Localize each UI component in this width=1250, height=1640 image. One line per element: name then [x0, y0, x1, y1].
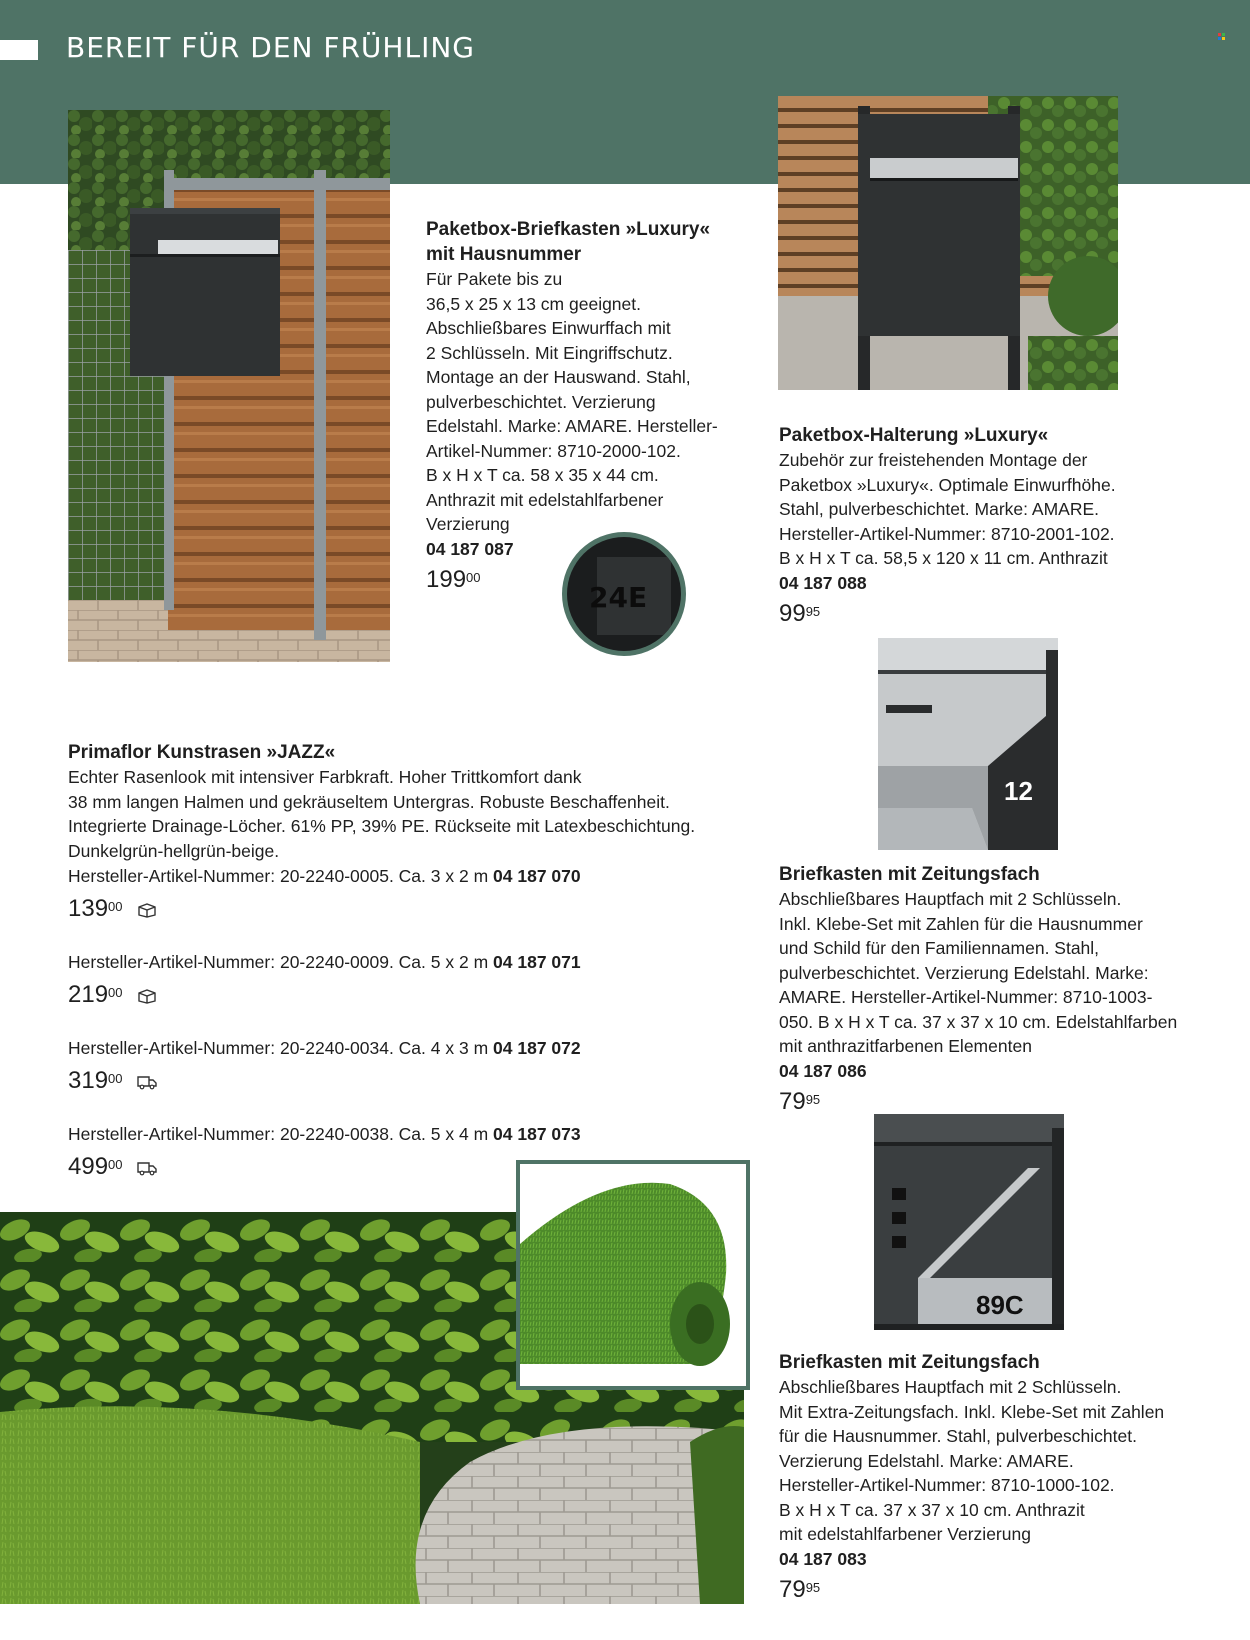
price: $99^{95}$: [779, 600, 821, 627]
article-number: 04 187 072: [493, 1038, 581, 1058]
description-line: und Schild für den Familiennamen. Stahl,: [779, 938, 1100, 958]
paketbox-photo: [68, 110, 390, 662]
price: $319^{00}$: [68, 1066, 581, 1096]
description-line: B x H x T ca. 37 x 37 x 10 cm. Anthrazit: [779, 1499, 1085, 1520]
product-title: Briefkasten mit Zeitungsfach: [779, 1352, 1040, 1373]
description-line: Verzierung Edelstahl. Marke: AMARE.: [779, 1450, 1074, 1471]
description-line: Stahl, pulverbeschichtet. Marke: AMARE.: [779, 499, 1099, 519]
variant-row: Hersteller-Artikel-Nummer: 20-2240-0038. Ca. 5 x 4 m 04 187 073 $499^{00}$: [68, 1124, 581, 1180]
briefkasten2-description: [779, 1350, 1209, 1605]
article-number: 04 187 073: [493, 1124, 581, 1144]
briefkasten-anthracite-photo: [868, 1108, 1074, 1338]
page-title: BEREIT FÜR DEN FRÜHLING: [66, 31, 475, 64]
description-line: Anthrazit mit edelstahlfarbener: [426, 489, 664, 510]
description-line: Abschließbares Hauptfach mit 2 Schlüsseln.: [779, 1377, 1122, 1397]
description-line: B x H x T ca. 58,5 x 120 x 11 cm. Anthrazit: [779, 548, 1108, 568]
description-line: mit anthrazitfarbenen Elementen: [779, 1036, 1032, 1056]
product-title: Primaflor Kunstrasen »JAZZ«: [68, 742, 336, 763]
truck-icon: [137, 1160, 157, 1176]
description-line: Dunkelgrün-hellgrün-beige.: [68, 840, 280, 861]
article-number: 04 187 083: [779, 1548, 867, 1569]
description-line: Für Pakete bis zu: [426, 269, 563, 289]
house-number-label: 89C: [976, 1290, 1024, 1320]
description-line: Echter Rasenlook mit intensiver Farbkraft. Hoher Trittkomfort dank: [68, 767, 582, 787]
price: $219^{00}$: [68, 980, 581, 1010]
description-line: AMARE. Hersteller-Artikel-Nummer: 8710-1003-: [779, 987, 1153, 1007]
article-number: 04 187 087: [426, 538, 514, 559]
color-dots-icon: [1218, 33, 1226, 41]
package-icon: [137, 902, 157, 918]
header-tab-marker: [0, 40, 38, 60]
description-line: Integrierte Drainage-Löcher. 61% PP, 39% PE. Rückseite mit Latexbeschichtung.: [68, 816, 696, 836]
description-line: pulverbeschichtet. Verzierung Edelstahl. Marke:: [779, 962, 1149, 983]
truck-icon: [137, 1074, 157, 1090]
article-number: 04 187 086: [779, 1060, 867, 1081]
briefkasten-silver-photo: [868, 630, 1068, 850]
briefkasten1-description: [779, 862, 1209, 1117]
description-line: Hersteller-Artikel-Nummer: 8710-1000-102.: [779, 1475, 1115, 1495]
description-line: Montage an der Hauswand. Stahl,: [426, 367, 691, 387]
halterung-description: [779, 423, 1209, 629]
description-line: Abschließbares Hauptfach mit 2 Schlüsseln.: [779, 889, 1122, 909]
description-line: Verzierung: [426, 514, 510, 534]
description-line: Edelstahl. Marke: AMARE. Hersteller-: [426, 416, 718, 436]
product-title: Paketbox-Briefkasten »Luxury«: [426, 219, 711, 240]
variant-row: Hersteller-Artikel-Nummer: 20-2240-0034. Ca. 4 x 3 m 04 187 072 $319^{00}$: [68, 1038, 581, 1094]
product-title: Briefkasten mit Zeitungsfach: [779, 864, 1040, 885]
article-number: 04 187 070: [493, 866, 581, 886]
description-line: 36,5 x 25 x 13 cm geeignet.: [426, 293, 641, 314]
product-title-line2: mit Hausnummer: [426, 244, 582, 265]
article-number: 04 187 071: [493, 952, 581, 972]
description-line: mit edelstahlfarbener Verzierung: [779, 1524, 1031, 1544]
description-line: Hersteller-Artikel-Nummer: 8710-2001-102.: [779, 523, 1115, 544]
product-title: Paketbox-Halterung »Luxury«: [779, 425, 1049, 446]
price: $499^{00}$: [68, 1152, 581, 1182]
kunstrasen-roll-photo: [516, 1160, 750, 1390]
description-line: 2 Schlüsseln. Mit Eingriffschutz.: [426, 342, 673, 363]
kunstrasen-description: [68, 740, 748, 863]
price: $199^{00}$: [426, 566, 481, 593]
description-line: Zubehör zur freistehenden Montage der: [779, 450, 1088, 470]
description-line: für die Hausnummer. Stahl, pulverbeschichtet.: [779, 1426, 1137, 1446]
description-line: pulverbeschichtet. Verzierung: [426, 391, 656, 412]
description-line: Mit Extra-Zeitungsfach. Inkl. Klebe-Set mit Zahlen: [779, 1401, 1165, 1422]
badge-number: 24E: [589, 581, 648, 614]
description-line: Paketbox »Luxury«. Optimale Einwurfhöhe.: [779, 474, 1116, 495]
house-number-label: 12: [1004, 776, 1033, 806]
paketbox-description: [426, 217, 766, 595]
description-line: 38 mm langen Halmen und gekräuseltem Untergras. Robuste Beschaffenheit.: [68, 791, 670, 812]
article-number: 04 187 088: [779, 572, 867, 593]
halterung-photo: [778, 96, 1118, 390]
variant-row: Hersteller-Artikel-Nummer: 20-2240-0005. Ca. 3 x 2 m 04 187 070 $139^{00}$: [68, 866, 581, 922]
variant-row: Hersteller-Artikel-Nummer: 20-2240-0009. Ca. 5 x 2 m 04 187 071 $219^{00}$: [68, 952, 581, 1008]
description-line: B x H x T ca. 58 x 35 x 44 cm.: [426, 465, 659, 485]
price: $79^{95}$: [779, 1576, 821, 1603]
description-line: Artikel-Nummer: 8710-2000-102.: [426, 440, 681, 461]
description-line: 050. B x H x T ca. 37 x 37 x 10 cm. Edelstahlfarben: [779, 1011, 1178, 1032]
price: $139^{00}$: [68, 894, 581, 924]
price: $79^{95}$: [779, 1088, 821, 1115]
description-line: Inkl. Klebe-Set mit Zahlen für die Hausnummer: [779, 913, 1143, 934]
description-line: Abschließbares Einwurffach mit: [426, 318, 671, 338]
package-icon: [137, 988, 157, 1004]
